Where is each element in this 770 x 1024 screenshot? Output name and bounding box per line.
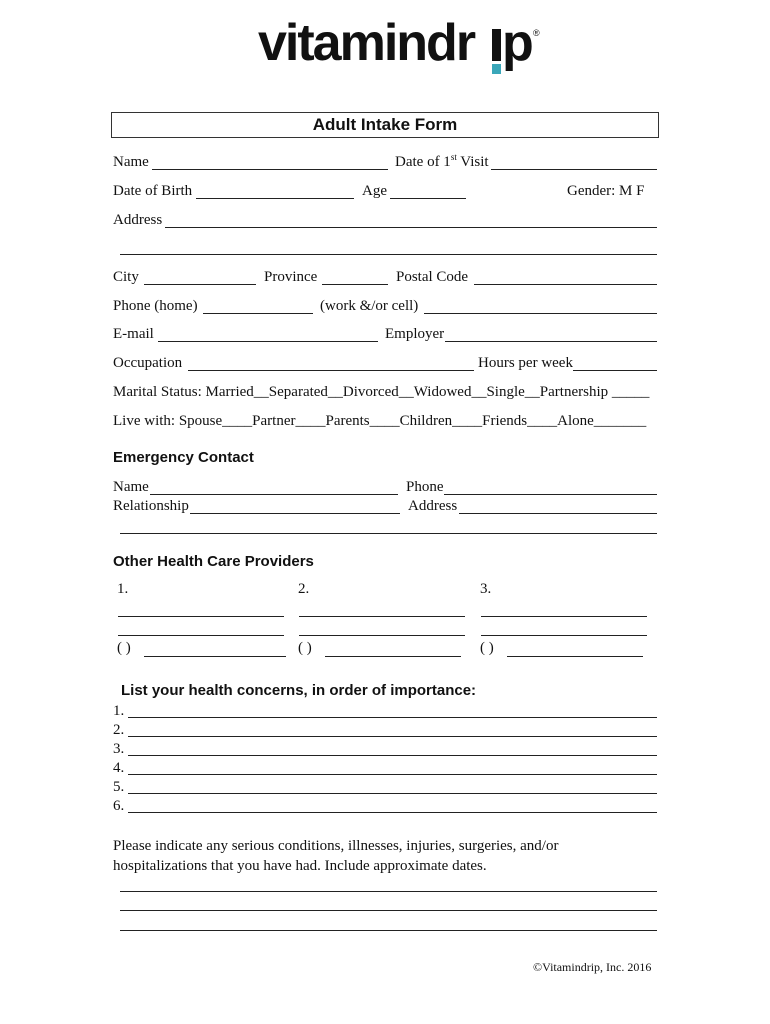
- email-field[interactable]: [158, 341, 378, 342]
- provider-3-number: 3.: [480, 581, 492, 597]
- concern-2-label: 2.: [113, 722, 125, 738]
- phone-work-field[interactable]: [424, 313, 657, 314]
- emergency-phone-field[interactable]: [444, 494, 657, 495]
- providers-heading: Other Health Care Providers: [113, 553, 314, 570]
- provider-1-phone-field[interactable]: [144, 656, 286, 657]
- province-field[interactable]: [322, 284, 388, 285]
- provider-3-phone-field[interactable]: [507, 656, 643, 657]
- form-title-box: [111, 112, 659, 138]
- employer-field[interactable]: [445, 341, 657, 342]
- address-field[interactable]: [165, 227, 657, 228]
- emergency-address-field[interactable]: [459, 513, 657, 514]
- employer-label: Employer: [385, 326, 445, 342]
- emergency-relationship-field[interactable]: [190, 513, 400, 514]
- provider-1-number: 1.: [117, 581, 129, 597]
- address-field-2[interactable]: [120, 254, 657, 255]
- visit-date-label: Date of 1st Visit: [395, 152, 489, 170]
- visit-date-field[interactable]: [491, 169, 657, 170]
- concern-1-field[interactable]: [128, 717, 657, 718]
- emergency-name-label: Name: [113, 479, 149, 495]
- provider-2-phone-field[interactable]: [325, 656, 461, 657]
- phone-home-field[interactable]: [203, 313, 313, 314]
- provider-1-line-2[interactable]: [118, 635, 284, 636]
- concerns-heading: List your health concerns, in order of importance:: [121, 682, 477, 699]
- vitamindrip-logo: [258, 12, 548, 87]
- phone-home-label: Phone (home): [113, 298, 198, 314]
- emergency-name-field[interactable]: [150, 494, 398, 495]
- emergency-address-field-2[interactable]: [120, 533, 657, 534]
- logo-i-stem: [492, 29, 501, 61]
- age-field[interactable]: [390, 198, 466, 199]
- concern-6-field[interactable]: [128, 812, 657, 813]
- name-field[interactable]: [152, 169, 388, 170]
- phone-work-label: (work &/or cell): [320, 298, 419, 314]
- occupation-label: Occupation: [113, 355, 183, 371]
- conditions-line-1[interactable]: [120, 891, 657, 892]
- marital-status[interactable]: Marital Status: Married__Separated__Divorced__Widowed__Single__Partnership _____: [113, 384, 650, 400]
- provider-2-number: 2.: [298, 581, 310, 597]
- province-label: Province: [264, 269, 318, 285]
- concern-4-label: 4.: [113, 760, 125, 776]
- provider-2-line-1[interactable]: [299, 616, 465, 617]
- postal-label: Postal Code: [396, 269, 469, 285]
- concern-1-label: 1.: [113, 703, 125, 719]
- gender-label[interactable]: Gender: M F: [567, 183, 645, 199]
- city-field[interactable]: [144, 284, 256, 285]
- provider-2-phone-label: ( ): [298, 640, 312, 656]
- conditions-line-3[interactable]: [120, 930, 657, 931]
- age-label: Age: [362, 183, 387, 199]
- emergency-phone-label: Phone: [406, 479, 444, 495]
- conditions-text-1: Please indicate any serious conditions, illnesses, injuries, surgeries, and/or: [113, 838, 559, 854]
- logo-wordmark: vitamindr: [258, 14, 475, 72]
- city-label: City: [113, 269, 139, 285]
- dob-label: Date of Birth: [113, 183, 193, 199]
- provider-1-phone-label: ( ): [117, 640, 131, 656]
- copyright: ©Vitamindrip, Inc. 2016: [533, 960, 652, 974]
- dob-field[interactable]: [196, 198, 354, 199]
- provider-2-line-2[interactable]: [299, 635, 465, 636]
- emergency-heading: Emergency Contact: [113, 449, 254, 466]
- email-label: E-mail: [113, 326, 154, 342]
- concern-2-field[interactable]: [128, 736, 657, 737]
- logo-drop: [492, 64, 501, 74]
- concern-5-field[interactable]: [128, 793, 657, 794]
- concern-5-label: 5.: [113, 779, 125, 795]
- hours-field[interactable]: [573, 370, 657, 371]
- live-with[interactable]: Live with: Spouse____Partner____Parents____Children____Friends____Alone_______: [113, 413, 647, 429]
- name-label: Name: [113, 154, 149, 170]
- form-title: Adult Intake Form: [312, 115, 458, 134]
- conditions-text-2: hospitalizations that you have had. Include approximate dates.: [113, 858, 487, 874]
- conditions-line-2[interactable]: [120, 910, 657, 911]
- concern-3-label: 3.: [113, 741, 125, 757]
- logo-wordmark-end: p: [502, 14, 534, 72]
- occupation-field[interactable]: [188, 370, 474, 371]
- hours-label: Hours per week: [478, 355, 573, 371]
- provider-3-line-2[interactable]: [481, 635, 647, 636]
- address-label: Address: [113, 212, 163, 228]
- emergency-relationship-label: Relationship: [113, 498, 189, 514]
- postal-field[interactable]: [474, 284, 657, 285]
- registered-mark: ®: [533, 28, 540, 38]
- concern-4-field[interactable]: [128, 774, 657, 775]
- concern-6-label: 6.: [113, 798, 125, 814]
- provider-3-line-1[interactable]: [481, 616, 647, 617]
- provider-1-line-1[interactable]: [118, 616, 284, 617]
- provider-3-phone-label: ( ): [480, 640, 494, 656]
- emergency-address-label: Address: [408, 498, 458, 514]
- concern-3-field[interactable]: [128, 755, 657, 756]
